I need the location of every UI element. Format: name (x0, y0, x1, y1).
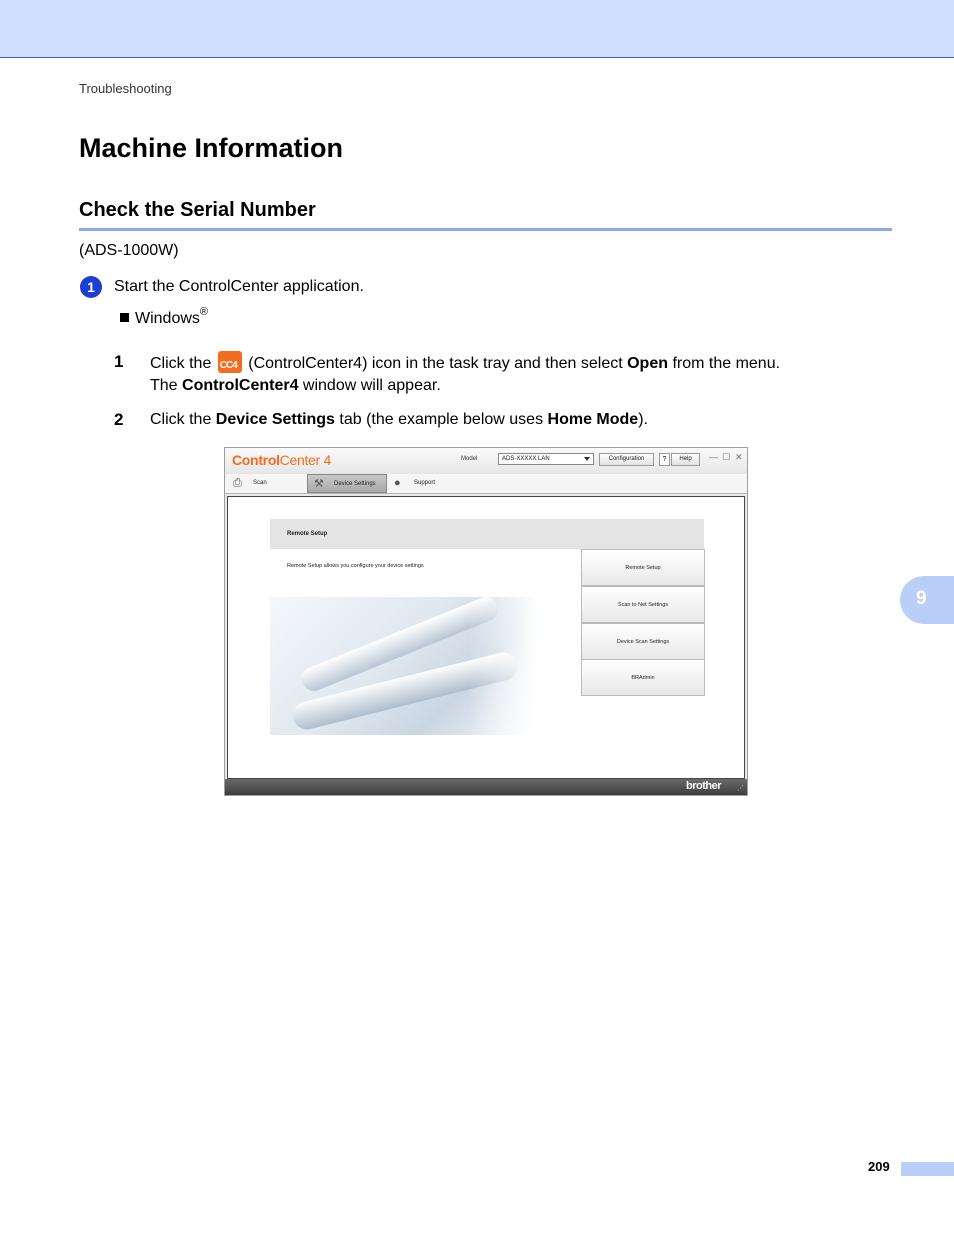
maximize-icon[interactable]: ☐ (722, 452, 731, 462)
text-fragment: from the menu. (668, 355, 781, 372)
icon-label: CC4 (219, 360, 237, 371)
bold-term: Home Mode (547, 411, 639, 428)
chevron-down-icon (584, 457, 590, 461)
tab-label: Support (414, 480, 436, 486)
substep-text (150, 409, 648, 431)
page-title: Machine Information (79, 133, 344, 163)
section-heading: Check the Serial Number (79, 199, 316, 221)
bold-term: Open (627, 355, 668, 372)
step-text: Start the ControlCenter application. (114, 278, 364, 295)
model-value: ADS-XXXXX LAN (502, 456, 550, 462)
os-label: Windows (135, 310, 200, 327)
os-bullet (120, 306, 209, 328)
breadcrumb: Troubleshooting (79, 81, 172, 96)
tab-label: Scan (253, 480, 267, 486)
tab-scan[interactable] (227, 474, 307, 493)
window-titlebar (225, 448, 747, 474)
step-number-badge: 1 (80, 276, 102, 298)
tools-icon: ⚒ (314, 478, 324, 490)
bradmin-button[interactable]: BRAdmin (581, 659, 705, 696)
close-icon[interactable]: ✕ (735, 452, 743, 462)
controlcenter-window-screenshot (224, 447, 748, 796)
resize-grip-icon[interactable]: ⋰ (737, 785, 744, 792)
text-fragment: tab (the example below uses (334, 411, 548, 428)
person-icon: ● (394, 477, 401, 489)
panel-description: Remote Setup allows you configure your device settings (287, 563, 424, 569)
minimize-icon[interactable]: — (709, 452, 718, 462)
text-fragment: The (150, 377, 183, 394)
text-fragment: Click the (150, 355, 216, 372)
tab-device-settings[interactable] (307, 474, 387, 493)
scan-to-net-settings-button[interactable]: Scan to Net Settings (581, 586, 705, 623)
scanner-icon: ⎙ (233, 477, 242, 489)
model-select[interactable] (498, 453, 594, 465)
controlcenter-logo: ControlCenter 4 (232, 452, 331, 468)
substep-text (150, 351, 780, 397)
bold-term: ControlCenter4 (182, 377, 299, 394)
text-fragment: (ControlCenter4) icon in the task tray and then select (243, 355, 628, 372)
page-number: 209 (868, 1159, 890, 1174)
wrench-illustration (270, 597, 538, 735)
tab-support[interactable] (388, 474, 467, 493)
panel-title: Remote Setup (270, 519, 704, 549)
brother-logo: brother (686, 780, 721, 792)
remote-setup-button[interactable]: Remote Setup (581, 549, 705, 586)
text-fragment: ). (638, 411, 648, 428)
substep-number: 2 (114, 410, 124, 429)
controlcenter4-icon (218, 351, 242, 373)
bold-term: Device Settings (215, 411, 335, 428)
substep-number: 1 (114, 352, 124, 371)
page-number-bar (901, 1162, 954, 1176)
section-divider (79, 228, 892, 231)
registered-mark: ® (199, 306, 209, 318)
device-scan-settings-button[interactable]: Device Scan Settings (581, 623, 705, 660)
help-button[interactable]: Help (671, 453, 700, 466)
tab-label: Device Settings (334, 481, 376, 487)
model-note: (ADS-1000W) (79, 242, 179, 259)
help-question-icon[interactable]: ? (659, 453, 670, 466)
configuration-button[interactable]: Configuration (599, 453, 654, 466)
content-panel (227, 496, 745, 779)
tab-bar (225, 474, 747, 494)
chapter-number: 9 (916, 588, 927, 609)
text-fragment: Click the (150, 411, 216, 428)
text-fragment: window will appear. (298, 377, 441, 394)
chapter-tab (900, 576, 954, 624)
window-footer (225, 779, 747, 795)
model-label: Model (461, 456, 478, 462)
header-band (0, 0, 954, 58)
bullet-square-icon (120, 313, 129, 322)
